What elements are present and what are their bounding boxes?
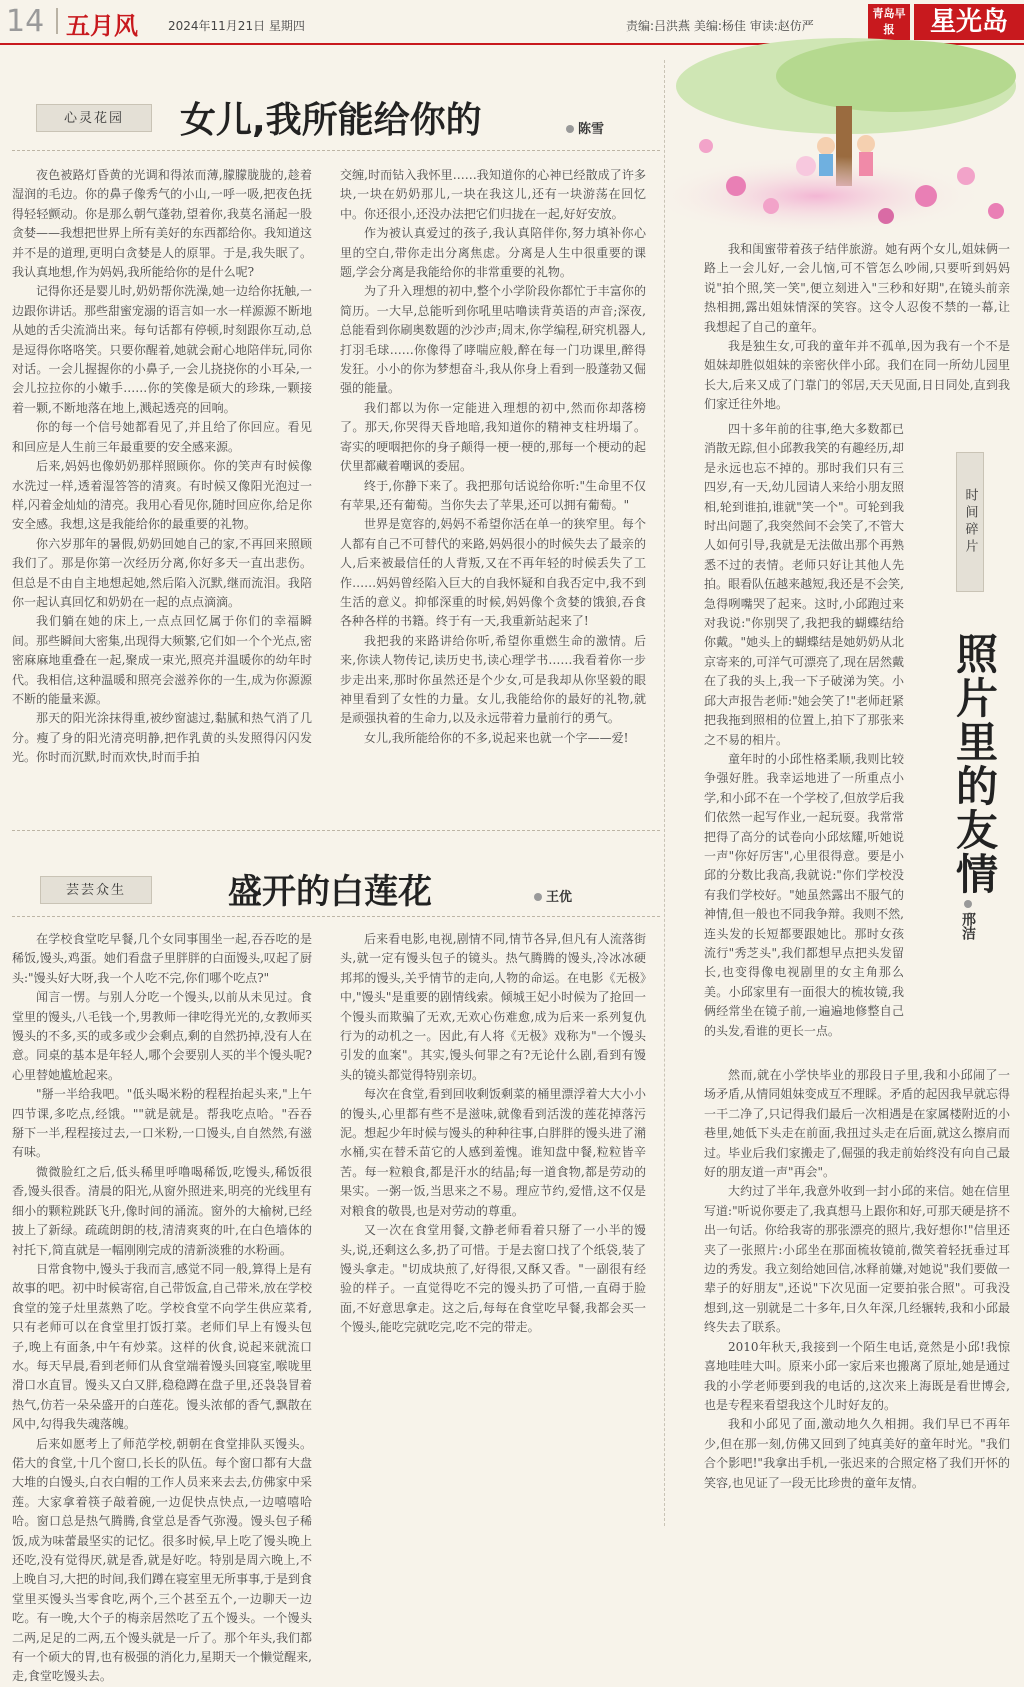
paragraph: 后来如愿考上了师范学校,朝朝在食堂排队买馒头。偌大的食堂,十几个窗口,长长的队伍。每个窗口都有大盘大堆的白馒头,白衣白帽的工作人员来来去去,仿佛家中采莲。大家拿着筷子敲着碗,一边促快点快点,一边嘻嘻哈哈。窗口总是热气腾腾,食堂总是香气弥漫。馒头包子稀饭,成为味蕾最坚实的记忆。很多时候,早上吃了馒头晚上还吃,没有觉得厌,就是香,就是好吃。特别是周六晚上,不上晚自习,大把的时间,我们蹲在寝室里无所事事,于是到食堂里买馒头当零食吃,两个,三个甚至五个,一边聊天一边吃。有一晚,大个子的梅亲居然吃了五个馒头。一个馒头二两,足足的二两,五个馒头就是一斤了。那个年头,我们都有一个硕大的胃,也有极强的消化力,星期天一个懒觉醒来,走,食堂吃馒头去。 [12,1436,312,1684]
article-byline [958,900,978,940]
paragraph: 微微脸红之后,低头稀里呼噜喝稀饭,吃馒头,稀饭很香,馒头很香。清晨的阳光,从窗外照进来,明亮的光线里有细小的颗粒跳跃飞升,像时间的涌流。窗外的大榆树,已经披上了新绿。疏疏朗朗的枝,清清爽爽的叶,在白色墙体的衬托下,简直就是一幅刚刚完成的清新淡雅的水粉画。 [12,1164,312,1257]
article-byline [534,886,572,905]
paragraph: 闻言一愣。与别人分吃一个馒头,以前从未见过。食堂里的馒头,八毛钱一个,男教师一律吃得光光的,女教师买馒头的不多,买的或多或少会剩点,剩的自然扔掉,没有人在意。同桌的基本是年轻人,哪个会要别人买的半个馒头呢?心里替她尴尬起来。 [12,990,312,1082]
bullet-icon [566,125,574,133]
page-number: 14 [6,4,45,39]
paragraph: 我们躺在她的床上,一点点回忆属于你们的幸福瞬间。那些瞬间大密集,出现得大频繁,它们如一个个光点,密密麻麻地重叠在一起,聚成一束光,照亮并温暖你的幼年时代。我相信,这种温暖和照亮会滋养你的一生,成为你源源不断的能量来源。 [12,614,312,706]
newspaper-logo: 青岛早报 [868,4,910,40]
paragraph: 我是独生女,可我的童年并不孤单,因为我有一个不是姐妹却胜似姐妹的亲密伙伴小邱。我们在同一所幼儿园里长大,后来又成了门靠门的邻居,天天见面,日日同处,直到我们家迁往外地。 [704,339,1010,412]
column-tag: 心灵花园 [36,104,152,132]
paragraph: 女儿,我所能给你的不多,说起来也就一个字——爱! [364,730,629,745]
column-divider [664,60,666,1526]
paragraph: 交缠,时而钻入我怀里……我知道你的心神已经散成了许多块,一块在奶奶那儿,一块在我这儿,还有一块游荡在回忆中。你还很小,还没办法把它们归拢在一起,好好安放。 [340,168,646,221]
column-tag-vertical [956,452,984,592]
paragraph: 那天的阳光涂抹得重,被纱窗滤过,黏腻和热气消了几分。瘦了身的阳光清亮明静,把作乳黄的头发照得闪闪发光。你时而沉默,时而欢快,时而手拍 [12,711,312,765]
paragraph: 作为被认真爱过的孩子,我认真陪伴你,努力填补你心里的空白,带你走出分离焦虑。分离是人生中很重要的课题,学会分离是我能给你的非常重要的礼物。 [340,226,646,280]
author-name: 王优 [546,890,573,905]
article1-column-1 [12,166,312,798]
children-flower-illustration [676,46,1024,236]
paragraph: 又一次在食堂用餐,文静老师看着只掰了一小半的馒头,说,还剩这么多,扔了可惜。于是去窗口找了个纸袋,装了馒头拿走。"切成块煎了,好得很,又酥又香。"一副很有经验的样子。一直觉得吃不完的馒头扔了可惜,一直碍于脸面,不好意思拿走。这之后,每每在食堂吃早餐,我都会买一个馒头,能吃完就吃完,吃不完的带走。 [340,1223,646,1335]
editor-credits: 责编:吕洪燕 美编:杨佳 审读:赵仿严 [626,19,814,33]
paragraph: 你的每一个信号她都看见了,并且给了你回应。看见和回应是人生前三年最重要的安全感来源。 [12,420,312,454]
paragraph: 后来看电影,电视,剧情不同,情节各异,但凡有人流落街头,就一定有馒头包子的镜头。热气腾腾的馒头,冷冰冰硬邦邦的馒头,关乎情节的走向,人物的命运。在电影《无极》中,"馒头"是重要的剧情线索。倾城王妃小时候为了抢回一个馒头而欺骗了无欢,无欢心伤难愈,成为后来一系列复仇行为的动机之一。因此,有人将《无极》戏称为"一个馒头引发的血案"。其实,馒头何罪之有?无论什么剧,看到有馒头的镜头都觉得特别亲切。 [340,932,646,1082]
article-title: 照片里的友情 [950,632,999,896]
column-tag: 时间碎片 [962,488,978,556]
paragraph: "掰一半给我吧。"低头喝米粉的程程抬起头来,"上午四节课,多吃点,经饿。""就是就是。帮我吃点哈。"吞吞掰下一半,程程接过去,一口米粉,一口馒头,自自然然,有滋有味。 [12,1087,312,1160]
paragraph: 为了升入理想的初中,整个小学阶段你都忙于丰富你的简历。一大早,总能听到你吼里咕噜读背英语的声音;深夜,总能看到你刷奥数题的沙沙声;周末,你学编程,研究机器人,打羽毛球……你像得了哮喘应般,醉在每一门功课里,醉得发狂。小小的你为梦想奋斗,我从你身上看到一股蓬勃又倔强的能量。 [340,284,646,396]
paragraph: 我和小邱见了面,激动地久久相拥。我们早已不再年少,但在那一刻,仿佛又回到了纯真美好的童年时光。"我们合个影吧!"我拿出手机,一张迟来的合照定格了我们开怀的笑容,也见证了一段无比珍贵的童年友情。 [704,1417,1010,1490]
bullet-icon [534,893,542,901]
paragraph: 童年时的小邱性格柔顺,我则比较争强好胜。我幸运地进了一所重点小学,和小邱不在一个学校了,但放学后我们依然一起写作业,一起玩耍。我常常把得了高分的试卷向小邱炫耀,听她说一声"你好厉害",心里很得意。要是小邱的分数比我高,我就说:"你们学校没有我们学校好。"她虽然露出不服气的神情,但一般也不同我争辩。我则不然,连头发的长短都要跟她比。那时女孩流行"秀芝头",我们都想早点把头发留长,也变得像电视剧里的女主角那么美。小邱家里有一面很大的梳妆镜,我俩经常坐在镜子前,一遍遍地修整自己的头发,看谁的更长一点。 [704,751,904,1038]
paragraph: 每次在食堂,看到回收剩饭剩菜的桶里漂浮着大大小小的馒头,心里都有些不是滋味,就像看到活泼的莲花掉落污泥。想起少年时候与馒头的种种往事,白胖胖的馒头进了潲水桶,实在替禾苗它的人感到羞愧。谁知盘中餐,粒粒皆辛苦。每一粒粮食,都是汗水的结晶;每一道食物,都是劳动的果实。一粥一饭,当思来之不易。理应节约,爱惜,这不仅是对粮食的敬畏,也是对劳动的尊重。 [340,1087,646,1218]
article3-column-bottom [704,1066,1010,1526]
issue-date: 2024年11月21日 星期四 [168,19,305,33]
paragraph: 你六岁那年的暑假,奶奶回她自己的家,不再回来照顾我们了。那是你第一次经历分离,你好多天一直出悲伤。但总是不由自主地想起她,然后陷入沉默,继而流泪。我陪你一起认真回忆和奶奶在一起的点点滴滴。 [12,536,312,609]
article2-column-2 [340,930,646,1526]
paragraph: 在学校食堂吃早餐,几个女同事围坐一起,吞吞吃的是稀饭,馒头,鸡蛋。她们看盘子里胖胖的白面馒头,叹起了厨头:"馒头好大呀,我一个人吃不完,你们哪个吃点?" [12,932,312,985]
section-name: 五月风 [66,12,138,40]
paragraph: 夜色被路灯昏黄的光调和得浓而薄,朦朦胧胧的,趁着湿润的毛边。你的鼻子像秀气的小山,一呼一吸,把夜色抚得轻轻颤动。你是那么朝气蓬勃,望着你,我莫名涌起一股贪婪——我想把世界上所有美好的东西都给你。我知道这并不是的道理,更明白贪婪是人的原罪。于是,我失眠了。我认真地想,作为妈妈,我所能给你的是什么呢? [12,168,313,280]
paragraph: 记得你还是婴儿时,奶奶帮你洗澡,她一边给你抚触,一边跟你讲话。那些甜蜜宠溺的语言如一水一样源源不断地从她的舌尖流淌出来。每句话都有停顿,时刻跟你互动,总是逗得你咯咯笑。只要你醒着,她就会耐心地陪伴玩,同你对话。一会儿握握你的小鼻子,一会儿挠挠你的小耳朵,一会儿拉拉你的小嫩手……你的笑像是硕大的珍珠,一颗接着一颗,不断地落在地上,溅起透亮的回响。 [12,284,313,415]
paragraph: 我和闺蜜带着孩子结伴旅游。她有两个女儿,姐妹俩一路上一会儿好,一会儿恼,可不管怎么吵闹,只要听到妈妈说"拍个照,笑一笑",便立刻进入"三秒和好期",在镜头前亲热相拥,露出姐妹情深的笑容。这令人忍俊不禁的一幕,让我想起了自己的童年。 [704,242,1010,334]
article3-intro [704,240,1010,424]
paragraph: 终于,你静下来了。我把那句话说给你听:"生命里不仅有苹果,还有葡萄。当你失去了苹果,还可以拥有葡萄。" [340,478,646,512]
header-divider [56,8,58,34]
paragraph: 世界是宽容的,妈妈不希望你活在单一的狭窄里。每个人都有自己不可替代的来路,妈妈很小的时候失去了最亲的人,后来被最信任的人背叛,又在不再年轻的时候丢失了工作……妈妈曾经陷入巨大的自我怀疑和自我否定中,我不到生活的意义。抑郁深重的时候,妈妈像个贪婪的饿狼,吞食各种各样的书籍。终于有一天,我重新站起来了! [340,517,646,629]
article-byline [566,118,604,137]
bullet-icon [964,900,972,908]
section-divider [12,830,660,831]
article2-column-1 [12,930,312,1684]
article-title: 女儿,我所能给你的 [180,100,482,141]
paragraph: 2010年秋天,我接到一个陌生电话,竟然是小邱!我惊喜地哇哇大叫。原来小邱一家后来也搬离了原址,她是通过我的小学老师要到我的电话的,这次来上海既是看世博会,也是专程来看望我这个儿时好友的。 [704,1339,1010,1412]
author-name: 邢洁 [960,912,976,940]
paragraph: 我们都以为你一定能进入理想的初中,然而你却落榜了。那天,你哭得天昏地暗,我知道你的精神支柱坍塌了。寄实的哽咽把你的身子颠得一梗一梗的,那每一个梗动的起伏里都藏着嘲讽的委屈。 [340,400,646,474]
paragraph: 大约过了半年,我意外收到一封小邱的来信。她在信里写道:"听说你要走了,我真想马上跟你和好,可那天硬是挤不出一句话。你给我寄的那张漂亮的照片,我好想你!"信里还夹了一张照片:小邱坐在那面梳妆镜前,微笑着轻抚垂过耳边的秀发。我立刻给她回信,冰释前嫌,对她说"我们要做一辈子的好朋友",还说"下次见面一定要拍张合照"。可我没想到,这一别就是二十多年,日久年深,几经辗转,我和小邱最终失去了联系。 [704,1184,1010,1335]
page-brand: 星光岛 [914,4,1024,40]
article-title: 盛开的白莲花 [228,872,432,912]
paragraph: 后来,妈妈也像奶奶那样照顾你。你的笑声有时候像水洗过一样,透着湿答答的清爽。有时候又像阳光泡过一样,闪着金灿灿的清亮。我用心看见你,随时回应你,给足你安全感。我想,这是我能给你的最重要的礼物。 [12,459,312,532]
paragraph: 我把我的来路讲给你听,希望你重燃生命的激情。后来,你读人物传记,读历史书,读心理学书……我看着你一步步走出来,那时你虽然还是个少女,可是我却从你坚毅的眼神里看到了女性的力量。女儿,我能给你的最好的礼物,就是顽强执着的生命力,以及永远带着力量前行的勇气。 [340,633,646,726]
column-tag: 芸芸众生 [40,876,152,904]
paragraph: 然而,就在小学快毕业的那段日子里,我和小邱闹了一场矛盾,从情同姐妹变成互不理睬。矛盾的起因我早就忘得一干二净了,只记得我们最后一次相遇是在家属楼附近的小巷里,她低下头走在前面,我扭过头走在后面,就这么擦肩而过。毕业后我们家搬走了,倔强的我走前始终没有向自己最好的朋友道一声"再会"。 [704,1068,1010,1180]
paragraph: 日常食物中,馒头于我而言,感觉不同一般,算得上是有故事的吧。初中时候寄宿,自己带饭盒,自己带米,放在学校食堂的笼子灶里蒸熟了吃。学校食堂不向学生供应菜肴,只有老师可以在食堂里打饭打菜。老师们早上有馒头包子,晚上有面条,中午有炒菜。这样的伙食,说起来就流口水。每天早晨,看到老师们从食堂端着馒头回寝室,喉咙里滑口水直冒。馒头又白又胖,稳稳蹲在盘子里,还袅袅冒着热气,仿若一朵朵盛开的白莲花。馒头浓郁的香气,飘散在风中,勾得我失魂落魄。 [12,1261,312,1432]
paragraph: 四十多年前的往事,绝大多数都已消散无踪,但小邱教我笑的有趣经历,却是永远也忘不掉的。那时我们只有三四岁,有一天,幼儿园请人来给小朋友照相,轮到谁拍,谁就"笑一个"。可轮到我时出问题了,我突然间不会笑了,不管大人如何引导,我就是无法做出那个再熟悉不过的表情。老师只好让其他人先拍。眼看队伍越来越短,我还是不会笑,急得咧嘴哭了起来。这时,小邱跑过来对我说:"你别哭了,我把我的蝴蝶结给你戴。"她头上的蝴蝶结是她奶奶从北京寄来的,可洋气可漂亮了,现在居然戴在了我的头上,我一下子破涕为笑。小邱大声报告老师:"她会笑了!"老师赶紧把我拖到照相的位置上,拍下了那张来之不易的相片。 [704,422,904,747]
author-name: 陈雪 [578,122,605,137]
title-underline [12,916,660,917]
title-underline [12,150,660,151]
article1-column-2 [340,166,646,798]
